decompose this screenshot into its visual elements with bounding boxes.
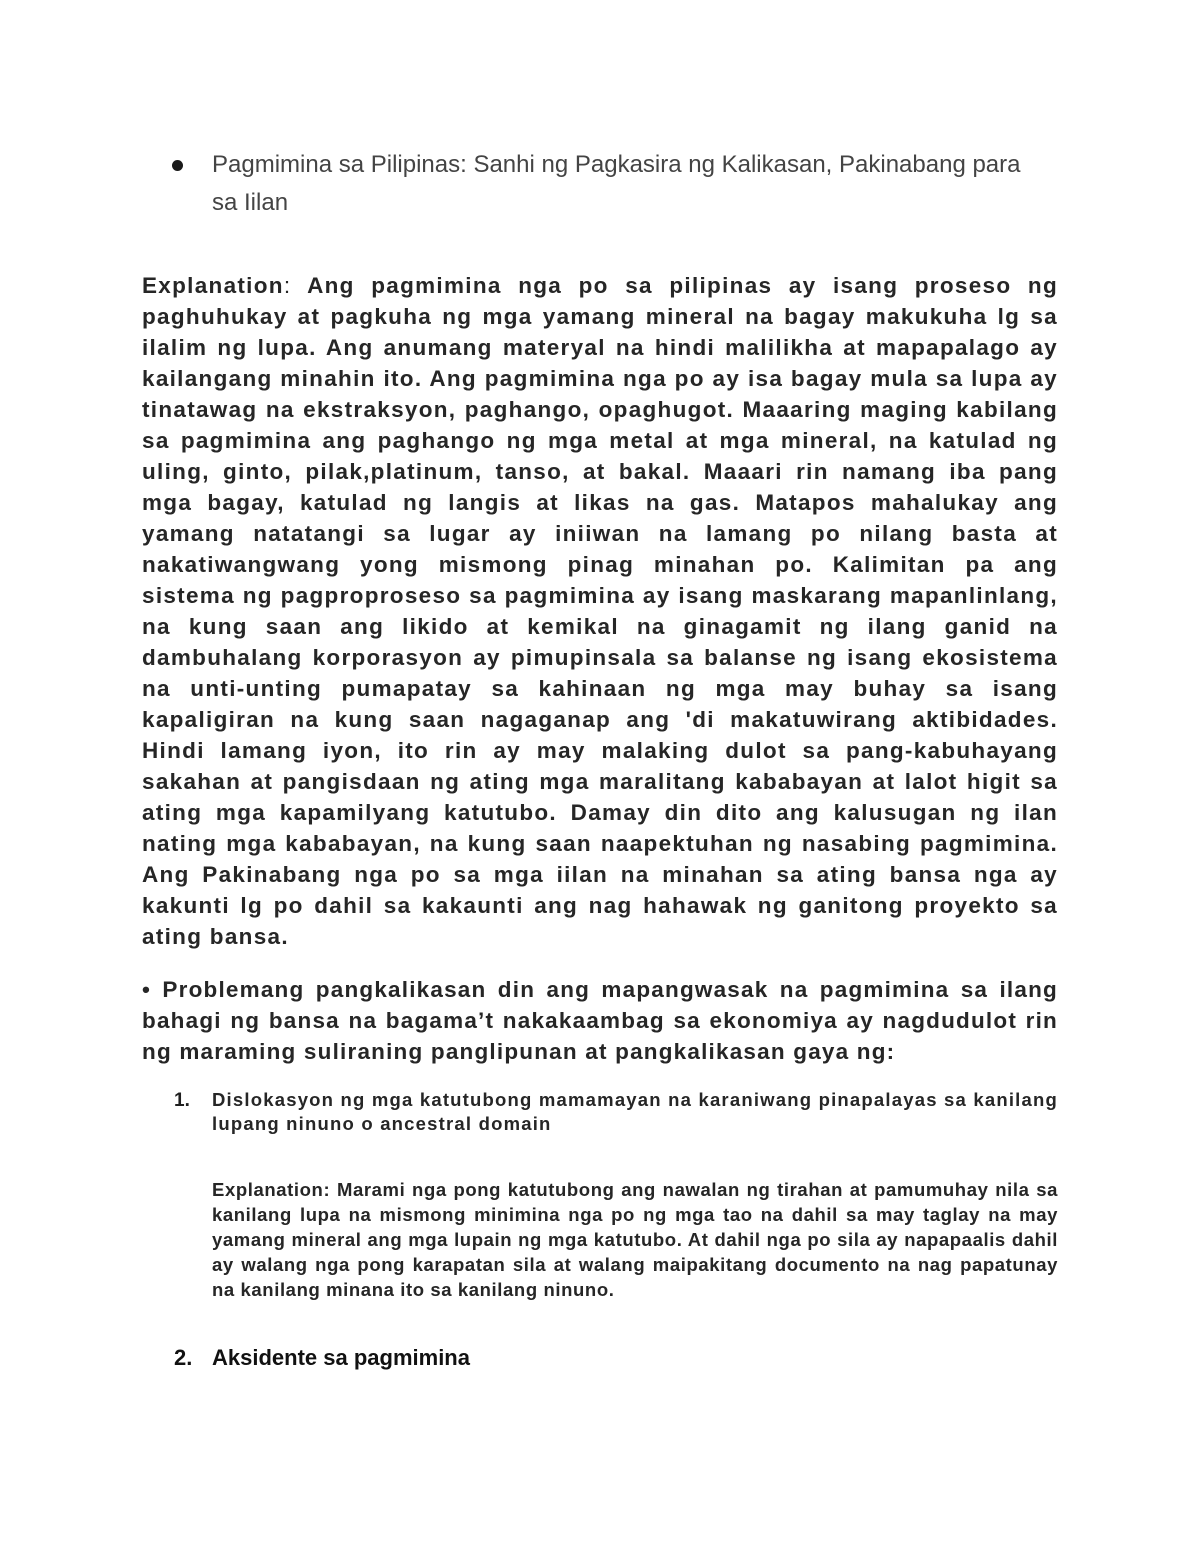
list-item-heading: Aksidente sa pagmimina	[212, 1345, 470, 1370]
explanation-body: Ang pagmimina nga po sa pilipinas ay isang proseso ng paghuhukay at pagkuha ng mga yamang mineral na bagay makukuha lg sa ilalim ng lupa. Ang anumang materyal na hindi malilikha at mapapalago ay kailangang minahin ito. Ang pagmimina nga po ay isa bagay mula sa lupa ay tinatawag na ekstraksyon, paghango, opaghugot. Maaaring maging kabilang sa pagmimina ang paghango ng mga metal at mga mineral, na katulad ng uling, ginto, pilak,platinum, tanso, at bakal. Maaari rin namang iba pang mga bagay, katulad ng langis at likas na gas. Matapos mahalukay ang yamang natatangi sa lugar ay iniiwan na lamang po nilang basta at nakatiwangwang yong mismong pinag minahan po. Kalimitan pa ang sistema ng pagproproseso sa pagmimina ay isang maskarang mapanlinlang, na kung saan ang likido at kemikal na ginagamit ng ilang ganid na dambuhalang korporasyon ay pimupinsala sa balanse ng isang ekosistema na unti-unting pumapatay sa kahinaan ng mga may buhay sa isang kapaligiran na kung saan nagaganap ang 'di makatuwirang aktibidades. Hindi lamang iyon, ito rin ay may malaking dulot sa pang-kabuhayang sakahan at pangisdaan ng ating mga maralitang kababayan at lalot higit sa ating mga kapamilyang katutubo. Damay din dito ang kalusugan ng ilan nating mga kababayan, na kung saan naapektuhan ng nasabing pagmimina. Ang Pakinabang nga po sa mga iilan na minahan sa ating bansa nga ay kakunti lg po dahil sa kakaunti ang nag hahawak ng ganitong proyekto sa ating bansa.	[142, 273, 1058, 949]
problem-paragraph: • Problemang pangkalikasan din ang mapangwasak na pagmimina sa ilang bahagi ng bansa na bagama’t nakakaambag sa ekonomiya ay nagdudulot rin ng maraming suliraning panglipunan at pangkalikasan gaya ng:	[142, 977, 1058, 1064]
list-item-heading: Dislokasyon ng mga katutubong mamamayan na karaniwang pinapalayas sa kanilang lupang ninuno o ancestral domain	[212, 1089, 1058, 1134]
list-item-number: 2.	[174, 1345, 193, 1370]
explanation-colon: :	[283, 273, 292, 298]
bullet-dot-icon	[172, 160, 183, 171]
explanation-paragraph	[142, 270, 1058, 952]
explanation-label: Explanation	[142, 273, 284, 298]
list-item-explanation: Explanation: Marami nga pong katutubong ang nawalan ng tirahan at pamumuhay nila sa kanilang lupa na mismong minimina nga po ng mga tao na dahil sa may taglay na may yamang mineral ang mga lupain ng mga katutubo. At dahil nga po sila ay napapaalis dahil ay walang nga pong karapatan sila at walang maipakitang documento na nag papatunay na kanilang minana ito sa kanilang ninuno.	[212, 1179, 1058, 1300]
list-item-number: 1.	[174, 1090, 190, 1111]
document-title: Pagmimina sa Pilipinas: Sanhi ng Pagkasira ng Kalikasan, Pakinabang para sa Iilan	[212, 151, 1021, 216]
